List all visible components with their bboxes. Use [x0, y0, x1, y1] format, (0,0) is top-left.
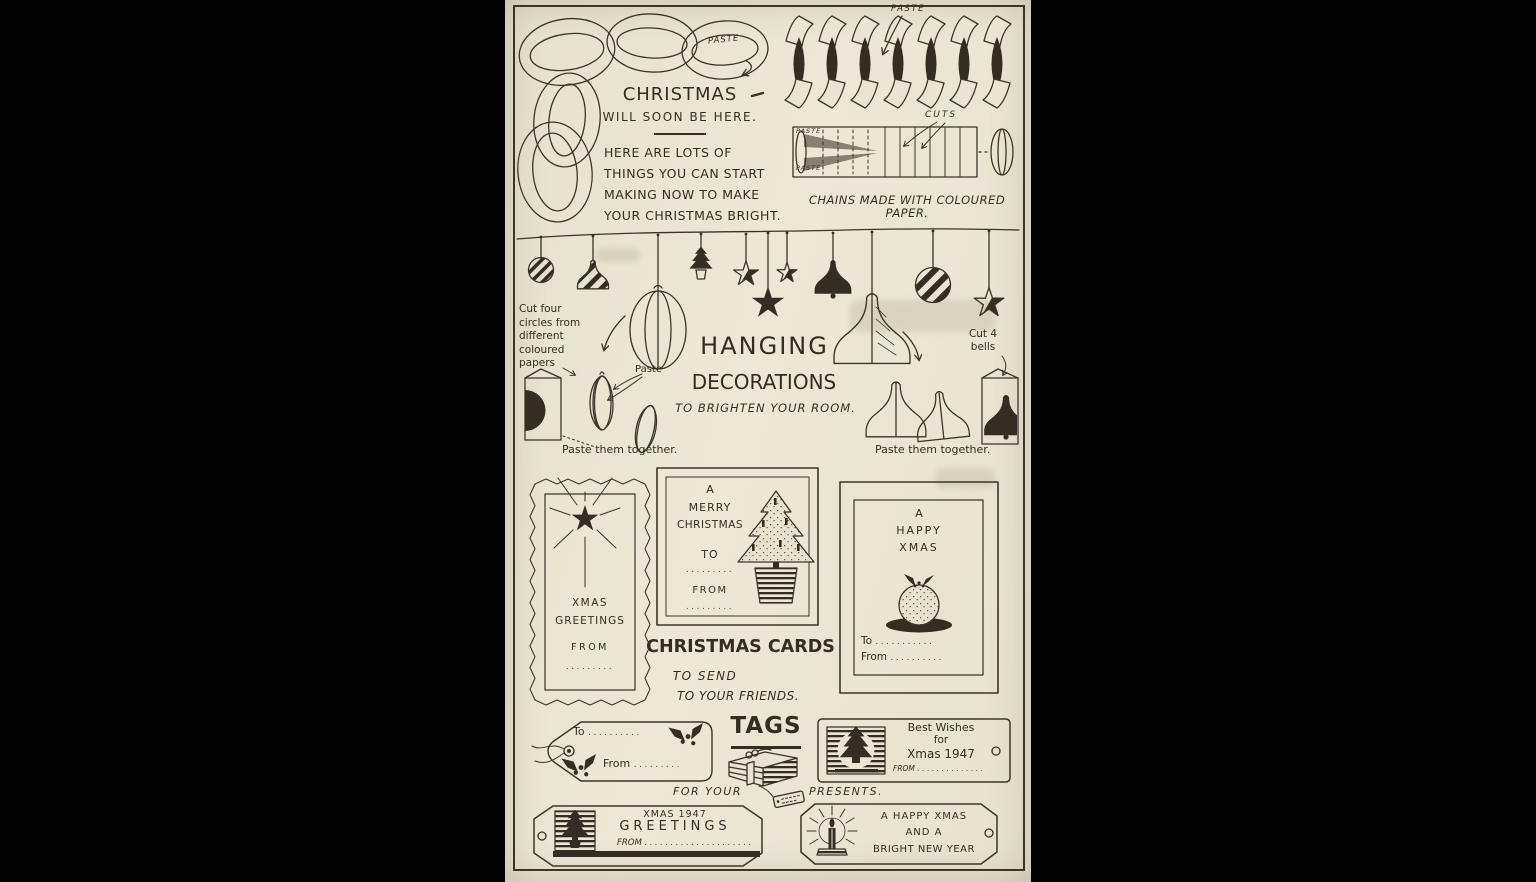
cut-circles-note-line: coloured [519, 343, 565, 356]
cut-bells-note-line: bells [970, 341, 996, 353]
starburst-card-line3: FROM [571, 642, 609, 653]
presents-parcel-illustration [729, 749, 805, 808]
cut-circles-note-line: papers [519, 357, 556, 369]
hatched-star-ornament [734, 261, 759, 285]
best-wishes-line3: Xmas 1947 [907, 747, 975, 761]
hanging-title-line2: DECORATIONS [691, 370, 837, 394]
cut-circles-note-line: circles from [519, 316, 581, 329]
new-year-tag-line2: AND A [905, 827, 943, 838]
best-wishes-line1: Best Wishes [907, 721, 975, 734]
intro-body-line: HERE ARE LOTS OF [604, 145, 732, 160]
hanging-title-line1: HANGING [700, 332, 829, 360]
starburst-card-line1: XMAS [571, 597, 609, 609]
paste-together-left-caption: Paste them together. [562, 443, 678, 456]
pudding-card-line2: HAPPY [896, 524, 942, 537]
best-wishes-line2: for [933, 734, 949, 746]
twist-paste-label: PASTE [891, 4, 925, 14]
holly-tag-from-dots: ......... [633, 760, 683, 770]
tree-ornament [689, 247, 712, 279]
tree-card-line5: FROM [692, 585, 728, 596]
cards-section-title: CHRISTMAS CARDS [646, 637, 835, 657]
tree-card-dots2: ......... [685, 602, 735, 612]
greetings-tag-line1: XMAS 1947 [643, 809, 707, 820]
starburst-card-dots: ......... [565, 662, 615, 672]
strip-paste-bottom-label: PASTE [796, 164, 822, 172]
pudding-card-to-dots: ........... [875, 637, 935, 647]
best-wishes-from-dots: .............. [917, 764, 986, 773]
tag-hole [992, 747, 1000, 755]
magazine-page [505, 0, 1031, 882]
tree-card-line4: TO [701, 548, 719, 561]
pudding-card-from-dots: .......... [890, 653, 944, 663]
black-star-ornament [752, 286, 784, 317]
pudding-card-from-label: From [861, 651, 888, 663]
pudding-card-to-label: To [861, 635, 873, 647]
folded-circle-card [525, 368, 575, 440]
chains-caption-line: CHAINS MADE WITH COLOURED [808, 193, 1006, 207]
christmas-pudding-illustration [886, 574, 952, 633]
holly-tag-to-dots: .......... [588, 728, 642, 738]
striped-ball-ornament [529, 258, 554, 283]
strip-paste-top-label: PASTE [796, 127, 822, 135]
tree-card-line3: CHRISTMAS [676, 519, 744, 531]
new-year-tag-line1: A HAPPY XMAS [880, 811, 968, 822]
intro-rule [654, 133, 706, 135]
pudding-card-line3: XMAS [899, 541, 939, 554]
greetings-tag-line2: GREETINGS [619, 819, 731, 834]
tree-card-line2: MERRY [688, 501, 732, 514]
hanging-subtitle: TO BRIGHTEN YOUR ROOM. [675, 401, 856, 415]
intro-body-line: MAKING NOW TO MAKE [604, 187, 760, 202]
chain-paste-label: PASTE [707, 33, 740, 47]
new-year-tag-line3: BRIGHT NEW YEAR [873, 844, 975, 855]
greetings-tag-from-label: FROM [617, 838, 642, 848]
striped-bell-ornament [577, 260, 608, 289]
holly-tag-to-label: To [573, 725, 585, 738]
paper-bell-sketch [866, 332, 970, 442]
cuts-label: CUTS [925, 110, 958, 120]
cut-circles-note-line: different [519, 330, 564, 342]
greetings-tag-from-dots: ..................... [644, 838, 754, 848]
twisted-paper-ornaments [785, 16, 1011, 108]
tags-caption-left: FOR YOUR [673, 785, 743, 798]
cut-bells-note-line: Cut 4 [968, 328, 998, 340]
tags-section-title: TAGS [730, 713, 802, 739]
pudding-card-line1: A [915, 507, 923, 520]
cards-subtitle-line1: TO SEND [672, 669, 738, 683]
holly-tag-from-label: From [603, 757, 631, 770]
folded-bell-card [982, 356, 1028, 444]
tree-card-dots1: ......... [685, 565, 735, 575]
ball-paste-label: Paste [635, 364, 662, 375]
black-bell-ornament [815, 260, 852, 299]
intro-body-line: THINGS YOU CAN START [604, 166, 765, 181]
tags-caption-right: PRESENTS. [809, 785, 884, 798]
tag-hole [538, 832, 546, 840]
hatched-star-ornament [974, 288, 1003, 316]
chains-caption-line: PAPER. [885, 206, 929, 220]
tree-card-line1: A [706, 483, 714, 496]
striped-ball-ornament [916, 268, 951, 303]
paste-together-right-caption: Paste them together. [875, 443, 991, 456]
chain-strip-diagram [793, 122, 1013, 177]
candle-illustration [807, 806, 857, 855]
best-wishes-from-label: FROM [893, 764, 915, 773]
starburst-card-line2: GREETINGS [555, 615, 625, 627]
cards-subtitle-line2: TO YOUR FRIENDS. [676, 689, 800, 703]
intro-subtitle: WILL SOON BE HERE. [602, 110, 758, 124]
intro-title: CHRISTMAS [622, 84, 738, 105]
intro-body-line: YOUR CHRISTMAS BRIGHT. [604, 208, 782, 223]
hatched-star-ornament [777, 263, 797, 282]
tags-title-rule [731, 746, 801, 749]
cut-circles-note-line: Cut four [519, 303, 562, 315]
